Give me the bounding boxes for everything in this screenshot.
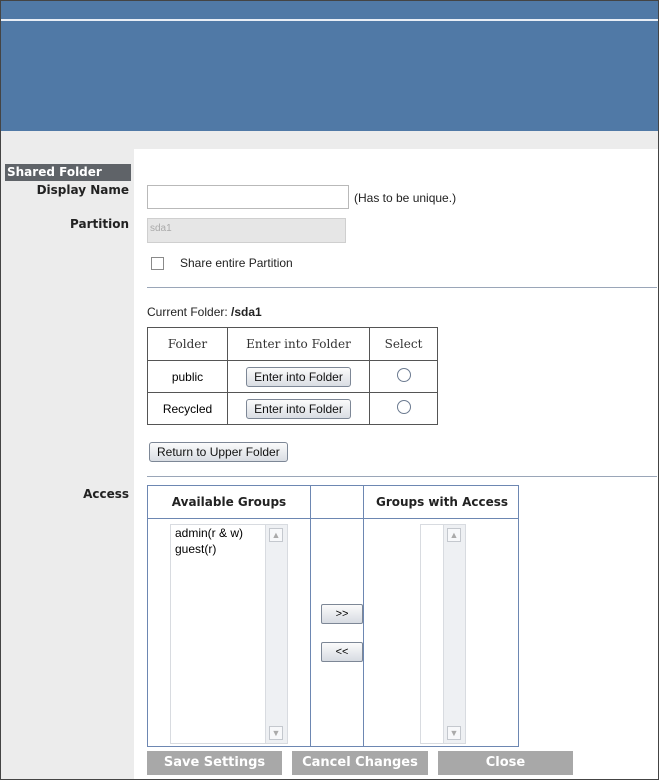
section-title: Shared Folder [5, 164, 131, 181]
return-to-upper-folder-button[interactable]: Return to Upper Folder [149, 442, 288, 462]
table-header-row [148, 328, 438, 361]
available-groups-list[interactable] [170, 524, 288, 744]
select-cell [370, 393, 438, 425]
enter-into-folder-button[interactable]: Enter into Folder [246, 399, 351, 419]
scrollbar[interactable] [443, 525, 465, 743]
save-settings-button[interactable]: Save Settings [147, 751, 282, 775]
current-folder-line [147, 305, 262, 319]
display-name-label: Display Name [36, 183, 129, 197]
folder-name: Recycled [148, 393, 228, 425]
header-banner [1, 1, 658, 131]
partition-label: Partition [70, 217, 129, 231]
header-folder: Folder [148, 328, 228, 361]
select-radio[interactable] [397, 400, 411, 414]
content-top-strip [134, 131, 658, 149]
available-groups-header: Available Groups [171, 495, 287, 509]
col-divider [363, 486, 364, 746]
enter-cell [228, 393, 370, 425]
table-row [148, 393, 438, 425]
scroll-down-icon[interactable]: ▼ [447, 726, 461, 740]
divider [147, 476, 657, 477]
access-panel [147, 485, 519, 747]
table-row [148, 361, 438, 393]
groups-with-access-list[interactable] [420, 524, 466, 744]
header-select: Select [370, 328, 438, 361]
remove-group-button[interactable]: << [321, 642, 363, 662]
partition-field: sda1 [147, 218, 346, 243]
share-entire-partition-checkbox[interactable] [151, 257, 164, 270]
cancel-changes-button[interactable]: Cancel Changes [292, 751, 428, 775]
scrollbar[interactable] [265, 525, 287, 743]
col-divider [310, 486, 311, 746]
list-item[interactable]: guest(r) [175, 542, 217, 556]
divider [147, 287, 657, 288]
display-name-input[interactable] [147, 185, 349, 209]
enter-into-folder-button[interactable]: Enter into Folder [246, 367, 351, 387]
folder-name: public [148, 361, 228, 393]
header-enter-into-folder: Enter into Folder [228, 328, 370, 361]
banner-rule [1, 19, 658, 21]
current-folder-label: Current Folder: [147, 305, 228, 319]
add-group-button[interactable]: >> [321, 604, 363, 624]
scroll-down-icon[interactable]: ▼ [269, 726, 283, 740]
close-button[interactable]: Close [438, 751, 573, 775]
select-radio[interactable] [397, 368, 411, 382]
access-label: Access [83, 487, 129, 501]
display-name-hint: (Has to be unique.) [354, 191, 457, 205]
folder-table [147, 327, 438, 425]
scroll-up-icon[interactable]: ▲ [269, 528, 283, 542]
select-cell [370, 361, 438, 393]
current-folder-path: /sda1 [231, 305, 262, 319]
groups-with-access-header: Groups with Access [375, 495, 509, 509]
scroll-up-icon[interactable]: ▲ [447, 528, 461, 542]
share-entire-partition-label: Share entire Partition [180, 256, 293, 270]
enter-cell [228, 361, 370, 393]
list-item[interactable]: admin(r & w) [175, 526, 244, 540]
